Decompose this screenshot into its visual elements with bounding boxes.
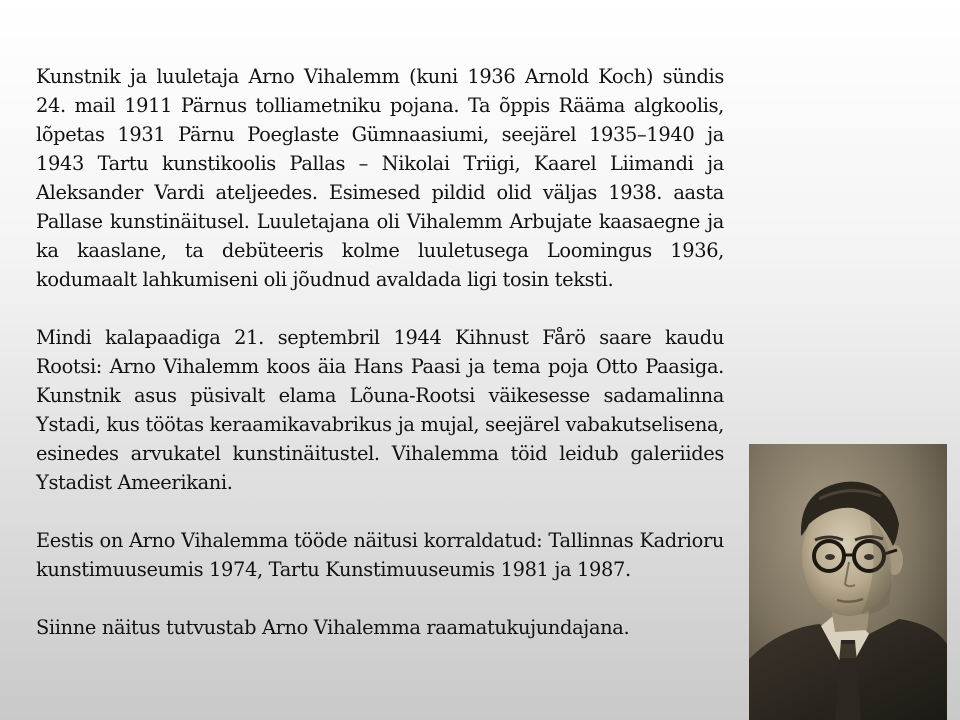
paragraph-emigration: Mindi kalapaadiga 21. septembril 1944 Kihnust Fårö saare kaudu Rootsi: Arno Vihalemm koos äia Hans Paasi ja tema poja Otto Paasiga. Kunstnik asus püsivalt elama Lõuna-Rootsi väikesesse sadamalinna Ystadi, kus töötas keraamikavabrikus ja mujal, seejärel vabakutselisena, esinedes arvukatel kunstinäitustel. Vihalemma töid leidub galeriides Ystadist Ameerikani.	[36, 326, 724, 494]
portrait-image	[749, 444, 947, 720]
portrait-photo	[749, 444, 947, 720]
paragraph-exhibition-intro: Siinne näitus tutvustab Arno Vihalemma raamatukujundajana.	[36, 616, 630, 639]
biography-text	[36, 62, 724, 671]
paragraph-exhibitions: Eestis on Arno Vihalemma tööde näitusi korraldatud: Tallinnas Kadrioru kunstimuuseumis 1974, Tartu Kunstimuuseumis 1981 ja 1987.	[36, 529, 724, 581]
paragraph-biography: Kunstnik ja luuletaja Arno Vihalemm (kuni 1936 Arnold Koch) sündis 24. mail 1911 Pärnus tolliametniku pojana. Ta õppis Rääma algkoolis, lõpetas 1931 Pärnu Poeglaste Gümnaasiumi, seejärel 1935–1940 ja 1943 Tartu kunstikoolis Pallas – Nikolai Triigi, Kaarel Liimandi ja Aleksander Vardi ateljeedes. Esimesed pildid olid väljas 1938. aasta Pallase kunstinäitusel. Luuletajana oli Vihalemm Arbujate kaasaegne ja ka kaaslane, ta debüteeris kolme luuletusega Loomingus 1936, kodumaalt lahkumiseni oli jõudnud avaldada ligi tosin teksti.	[36, 65, 724, 291]
